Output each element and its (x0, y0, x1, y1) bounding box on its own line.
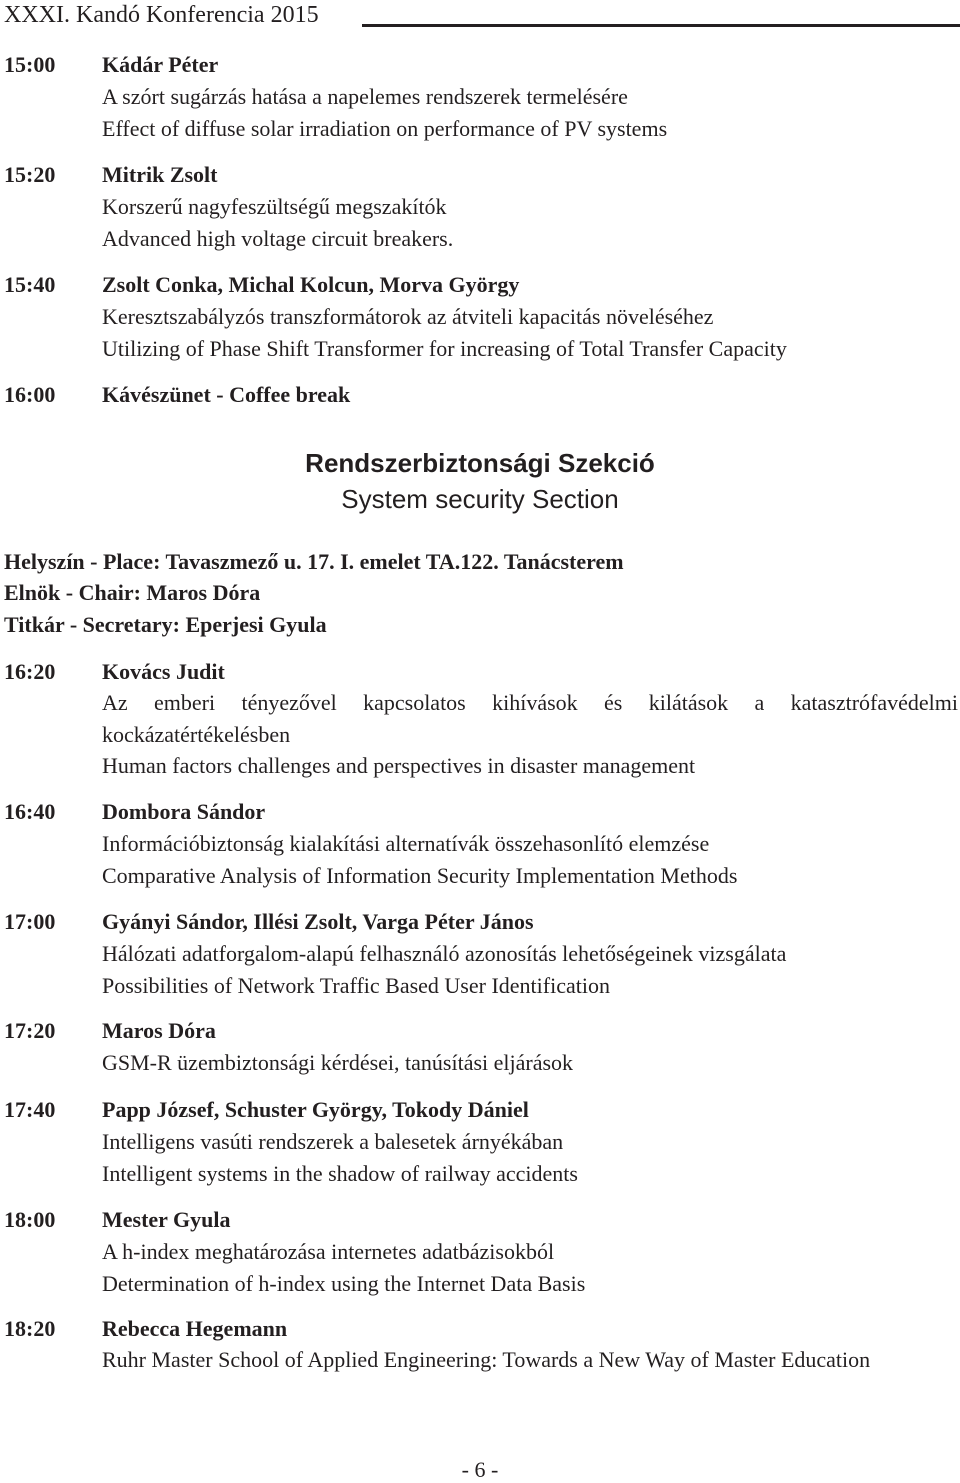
entry-speaker: Mitrik Zsolt (102, 162, 218, 187)
entry-speaker: Papp József, Schuster György, Tokody Dániel (102, 1097, 529, 1122)
entry-title-hu: A h-index meghatározása internetes adatbázisokból (102, 1239, 555, 1264)
entry-title-hu: Az emberi tényezővel kapcsolatos kihívások és kilátások a katasztrófavédelmi kockázatértékelésben (102, 690, 958, 747)
conference-title: XXXI. Kandó Konferencia 2015 (4, 2, 319, 28)
entry-speaker: Zsolt Conka, Michal Kolcun, Morva György (102, 272, 520, 297)
entry-title-en: Intelligent systems in the shadow of railway accidents (102, 1161, 578, 1186)
entry-time: 17:20 (4, 1018, 56, 1043)
entry-time: 17:00 (4, 909, 56, 934)
entry-title-en: Ruhr Master School of Applied Engineering: Towards a New Way of Master Education (102, 1347, 871, 1372)
section-chair: Elnök - Chair: Maros Dóra (4, 580, 261, 605)
entry-title-en: Effect of diffuse solar irradiation on performance of PV systems (102, 116, 668, 141)
entry-title-hu: A szórt sugárzás hatása a napelemes rendszerek termelésére (102, 84, 628, 109)
entry-title-en: Determination of h-index using the Internet Data Basis (102, 1271, 586, 1296)
section-title-en: System security Section (341, 484, 619, 514)
page-number: - 6 - (461, 1457, 499, 1482)
entry-time: 18:00 (4, 1207, 56, 1232)
page-header (0, 0, 960, 32)
entry-time: 16:00 (4, 382, 56, 407)
entry-title-en: Utilizing of Phase Shift Transformer for increasing of Total Transfer Capacity (102, 336, 787, 361)
section-place: Helyszín - Place: Tavaszmező u. 17. I. emelet TA.122. Tanácsterem (4, 549, 624, 574)
entry-speaker: Mester Gyula (102, 1207, 231, 1232)
entry-title-en: Comparative Analysis of Information Security Implementation Methods (102, 863, 738, 888)
entry-speaker: Dombora Sándor (102, 799, 266, 824)
entry-speaker: Kovács Judit (102, 659, 225, 684)
section-title-hu: Rendszerbiztonsági Szekció (305, 448, 655, 478)
section-secretary: Titkár - Secretary: Eperjesi Gyula (4, 612, 327, 637)
coffee-break-label: Kávészünet - Coffee break (102, 382, 351, 407)
entry-time: 15:00 (4, 52, 56, 77)
entry-speaker: Maros Dóra (102, 1018, 216, 1043)
entry-speaker: Rebecca Hegemann (102, 1316, 288, 1341)
entry-time: 15:40 (4, 272, 56, 297)
entry-title-en: Human factors challenges and perspectives in disaster management (102, 753, 696, 778)
entry-time: 18:20 (4, 1316, 56, 1341)
entry-title-hu: Intelligens vasúti rendszerek a balesetek árnyékában (102, 1129, 564, 1154)
entry-time: 17:40 (4, 1097, 56, 1122)
entry-speaker: Gyányi Sándor, Illési Zsolt, Varga Péter János (102, 909, 534, 934)
entry-title-hu: Információbiztonság kialakítási alternatívák összehasonlító elemzése (102, 831, 710, 856)
entry-title-hu: Keresztszabályzós transzformátorok az átviteli kapacitás növeléséhez (102, 304, 714, 329)
entry-title-en: Possibilities of Network Traffic Based User Identification (102, 973, 610, 998)
entry-time: 15:20 (4, 162, 56, 187)
entry-speaker: Kádár Péter (102, 52, 219, 77)
entry-time: 16:20 (4, 659, 56, 684)
entry-title-en: Advanced high voltage circuit breakers. (102, 226, 454, 251)
entry-time: 16:40 (4, 799, 56, 824)
header-rule (362, 24, 960, 27)
entry-title-hu: GSM-R üzembiztonsági kérdései, tanúsítási eljárások (102, 1050, 574, 1075)
entry-title-hu: Korszerű nagyfeszültségű megszakítók (102, 194, 447, 219)
entry-title-hu: Hálózati adatforgalom-alapú felhasználó azonosítás lehetőségeinek vizsgálata (102, 941, 787, 966)
